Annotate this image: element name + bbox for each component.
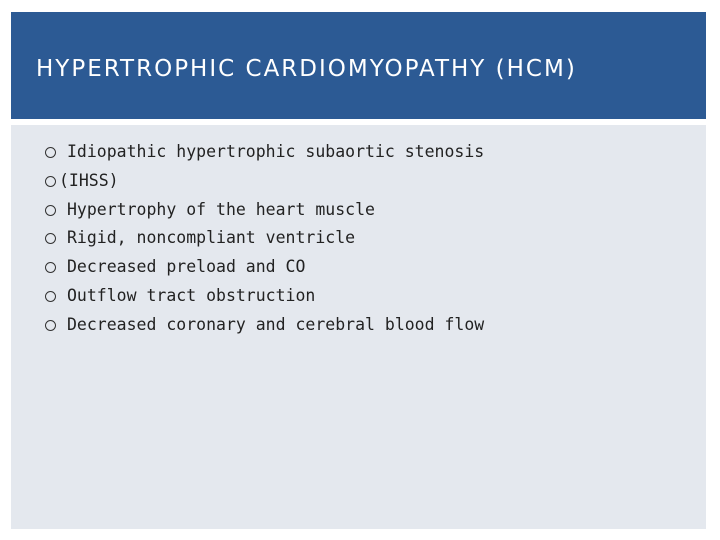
slide-title: HYPERTROPHIC CARDIOMYOPATHY (HCM)	[36, 56, 577, 82]
circle-bullet-icon	[45, 291, 56, 302]
bullet-text: Rigid, noncompliant ventricle	[67, 228, 356, 248]
bullet-text: (IHSS)	[59, 170, 119, 190]
content-panel	[11, 125, 706, 529]
circle-bullet-icon	[45, 233, 56, 244]
circle-bullet-icon	[45, 320, 56, 331]
bullet-text: Decreased coronary and cerebral blood flow	[67, 314, 485, 334]
bullet-text: Decreased preload and CO	[67, 257, 306, 277]
circle-bullet-icon	[45, 262, 56, 273]
circle-bullet-icon	[45, 147, 56, 158]
circle-bullet-icon	[45, 176, 56, 187]
bullet-text: Idiopathic hypertrophic subaortic stenosis	[67, 142, 485, 161]
bullet-text: Outflow tract obstruction	[67, 285, 316, 305]
title-bar	[11, 12, 706, 119]
bullet-text: Hypertrophy of the heart muscle	[67, 199, 375, 219]
circle-bullet-icon	[45, 205, 56, 216]
